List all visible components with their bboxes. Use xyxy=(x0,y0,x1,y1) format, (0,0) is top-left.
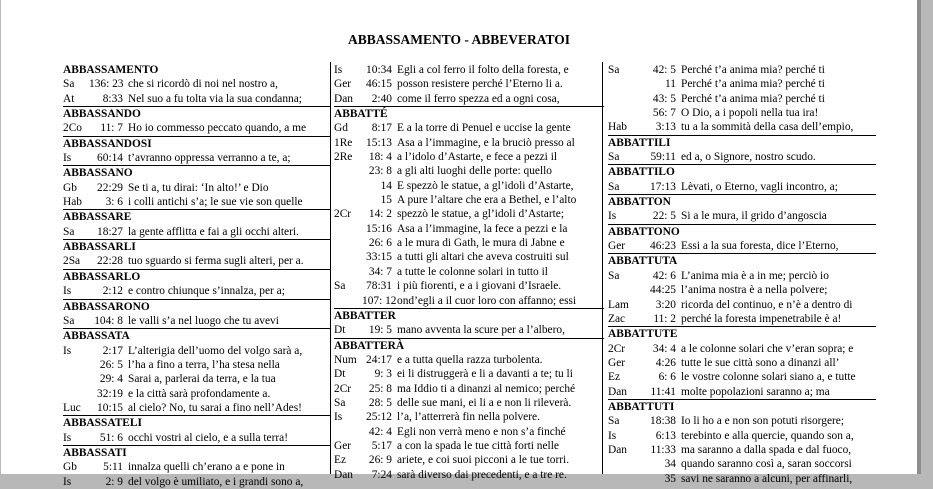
book-abbrev: Dan xyxy=(608,385,627,398)
entry-heading: ABBASSAMENTO xyxy=(63,64,159,76)
book-abbrev: Sa xyxy=(608,269,620,282)
verse-text: i colli antichi s’a; le sue vie son quelle xyxy=(128,196,303,209)
book-abbrev xyxy=(63,372,89,386)
book-abbrev: Is xyxy=(608,429,617,442)
verse-reference: 5:17 xyxy=(371,439,392,452)
verse-reference: 26: 9 xyxy=(368,454,392,467)
verse-reference: 46:23 xyxy=(650,240,676,253)
verse-row xyxy=(608,283,876,297)
book-abbrev: Luc xyxy=(63,401,81,414)
book-abbrev xyxy=(334,250,362,264)
verse-reference: 3: 6 xyxy=(105,196,123,209)
verse-text: L’alterigia dell’uomo del volgo sarà a, xyxy=(128,344,303,357)
verse-reference: 11:33 xyxy=(650,443,676,456)
book-abbrev xyxy=(608,457,636,471)
verse-text: che si ricordò di noi nel nostro a, xyxy=(128,78,278,91)
entry-heading: ABBASSANDOSI xyxy=(63,136,331,151)
verse-row xyxy=(63,475,331,489)
verse-text: ed a, o Signore, nostro scudo. xyxy=(681,151,816,164)
verse-text: L’anima mia è a in me; perciò io xyxy=(681,269,829,282)
concordance-column-1 xyxy=(63,63,331,489)
verse-reference: 22:28 xyxy=(97,255,123,268)
verse-text: le valli s’a nel luogo che tu avevi xyxy=(128,314,279,327)
verse-text: Egli non verrà meno e non s’a finché xyxy=(397,425,566,438)
verse-text: molte popolazioni saranno a; ma xyxy=(681,385,830,398)
verse-text: perché la foresta impenetrabile è a! xyxy=(681,312,842,325)
verse-text: l’ha a fino a terra, l’ha stesa nella xyxy=(128,358,280,371)
verse-text: ariete, e coi suoi picconi a le tue torri. xyxy=(397,454,570,467)
book-abbrev: Ger xyxy=(608,240,626,253)
book-abbrev: 2Co xyxy=(63,122,82,135)
document-page xyxy=(1,0,917,488)
verse-text: Asa a l’immagine, e la bruciò presso al xyxy=(397,136,575,149)
entry-heading: ABBATTONO xyxy=(608,224,876,239)
verse-row xyxy=(608,150,876,164)
verse-text: occhi vostri al cielo, e a sulla terra! xyxy=(128,431,289,444)
verse-text: a tutti gli altari che aveva costruiti sul xyxy=(397,251,569,264)
verse-row xyxy=(608,106,876,120)
verse-reference: 5:11 xyxy=(103,461,123,474)
verse-reference: 18: 4 xyxy=(368,151,392,164)
concordance-column-2 xyxy=(334,63,604,482)
verse-text: i più fiorenti, e a i giovani d’Israele. xyxy=(397,280,562,293)
verse-row xyxy=(334,63,604,77)
verse-row xyxy=(63,372,331,386)
book-abbrev: Sa xyxy=(63,78,75,91)
verse-row xyxy=(334,323,604,337)
verse-text: ricorda del continuo, e n’è a dentro di xyxy=(681,298,853,311)
verse-reference: 18:38 xyxy=(650,415,676,428)
verse-reference: 4:26 xyxy=(655,356,676,369)
verse-reference: 25:12 xyxy=(366,411,392,424)
book-abbrev: Sa xyxy=(608,151,620,164)
verse-row xyxy=(63,344,331,358)
verse-reference: 6: 6 xyxy=(658,371,676,384)
verse-row xyxy=(334,453,604,467)
book-abbrev xyxy=(63,387,89,401)
verse-reference: 3:13 xyxy=(655,121,676,134)
book-abbrev xyxy=(608,92,636,106)
book-abbrev xyxy=(334,425,362,439)
entry-heading: ABBATTUTE xyxy=(608,326,876,341)
verse-row xyxy=(334,77,604,91)
book-abbrev xyxy=(63,358,89,372)
entry-heading: ABBATTILO xyxy=(608,164,876,179)
verse-text: Perché t’a anima mia? perché ti xyxy=(681,78,825,91)
verse-row xyxy=(608,77,876,91)
book-abbrev: Ger xyxy=(334,78,352,91)
verse-text: quando saranno così a, saran soccorsi xyxy=(681,458,852,471)
book-abbrev: Gb xyxy=(63,181,77,194)
book-abbrev: Dan xyxy=(334,92,353,105)
verse-text: delle sue mani, ei li a e non li rileverà. xyxy=(397,396,572,409)
book-abbrev: 2Cr xyxy=(608,342,626,355)
verse-row xyxy=(608,443,876,457)
verse-text: del volgo è umiliato, e i grandi sono a, xyxy=(128,475,304,488)
book-abbrev: Is xyxy=(63,431,72,444)
verse-row xyxy=(608,385,876,399)
entry-heading: ABBASSATA xyxy=(63,328,331,343)
verse-row xyxy=(63,121,331,135)
verse-text: Lèvati, o Eterno, vagli incontro, a; xyxy=(681,180,838,193)
verse-row xyxy=(334,265,604,279)
book-abbrev: Dan xyxy=(334,468,353,481)
verse-text: tutte le sue città sono a dinanzi all’ xyxy=(681,356,840,369)
verse-text: ond’egli a il cuor loro con affanno; essi xyxy=(397,294,577,307)
verse-row xyxy=(334,236,604,250)
verse-row xyxy=(63,92,331,106)
verse-reference: 32:19 xyxy=(97,387,123,400)
verse-reference: 2:40 xyxy=(371,92,392,105)
verse-text: a le mura di Gath, le mura di Jabne e xyxy=(397,237,565,250)
book-abbrev: Sa xyxy=(608,415,620,428)
verse-row xyxy=(608,92,876,106)
verse-row xyxy=(63,460,331,474)
verse-text: A pure l’altare che era a Bethel, e l’alto xyxy=(397,194,577,207)
verse-reference: 42: 5 xyxy=(652,64,676,76)
verse-row xyxy=(334,222,604,236)
entry-heading: ABBASSANDO xyxy=(63,106,331,121)
verse-text: Se ti a, tu dirai: ‘In alto!’ e Dio xyxy=(128,181,269,194)
verse-row xyxy=(608,239,876,253)
book-abbrev: Is xyxy=(63,475,72,488)
book-abbrev: 2Re xyxy=(334,151,353,164)
verse-row xyxy=(608,342,876,356)
verse-reference: 33:15 xyxy=(366,251,392,264)
verse-text: l’a, l’atterrerà fin nella polvere. xyxy=(397,411,540,424)
verse-text: savi ne saranno a alcuni, per affinarli, xyxy=(681,472,853,485)
verse-reference: 22: 5 xyxy=(652,210,676,223)
verse-reference: 60:14 xyxy=(97,152,123,165)
verse-reference: 14: 2 xyxy=(368,208,392,221)
verse-row xyxy=(63,431,331,445)
verse-text: a l’idolo d’Astarte, e fece a pezzi il xyxy=(397,151,558,164)
verse-row xyxy=(63,401,331,415)
verse-reference: 11: 2 xyxy=(653,312,676,325)
verse-text: le vostre colonne solari siano a, e tutte xyxy=(681,371,856,384)
verse-text: terebinto e alla quercie, quando son a, xyxy=(681,429,854,442)
book-abbrev: Sa xyxy=(608,180,620,193)
verse-reference: 107: 12 xyxy=(362,294,397,307)
verse-reference: 10:15 xyxy=(97,401,123,414)
verse-text: innalza quelli ch’erano a e pone in xyxy=(128,461,285,474)
verse-text: e a tutta quella razza turbolenta. xyxy=(397,353,543,366)
verse-reference: 26: 5 xyxy=(99,358,123,371)
verse-text: come il ferro spezza ed a ogni cosa, xyxy=(397,92,560,105)
verse-row xyxy=(334,425,604,439)
verse-text: Perché t’a anima mia? perché ti xyxy=(681,64,825,76)
verse-row xyxy=(334,150,604,164)
verse-reference: 11:41 xyxy=(650,385,676,398)
book-abbrev xyxy=(608,106,636,120)
verse-reference: 15 xyxy=(380,194,392,207)
verse-row xyxy=(334,279,604,293)
entry-heading: ABBASSARLI xyxy=(63,239,331,254)
verse-reference: 44:25 xyxy=(650,284,676,297)
book-abbrev xyxy=(334,265,362,279)
page-shadow xyxy=(917,0,921,474)
book-abbrev xyxy=(334,179,362,193)
verse-row xyxy=(334,207,604,221)
verse-row xyxy=(63,387,331,401)
verse-text: Ho io commesso peccato quando, a me xyxy=(128,122,307,135)
book-abbrev: Sa xyxy=(608,64,620,76)
verse-row xyxy=(63,181,331,195)
verse-row xyxy=(334,92,604,106)
book-abbrev xyxy=(334,193,362,207)
verse-text: ma saranno a dalla spada e dal fuoco, xyxy=(681,443,852,456)
verse-text: Perché t’a anima mia? perché ti xyxy=(681,92,825,105)
verse-reference: 8:33 xyxy=(102,92,123,105)
verse-text: a gli alti luoghi delle porte: quello xyxy=(397,165,553,178)
verse-text: Sarai a, parlerai da terra, e la tua xyxy=(128,373,276,386)
entry-heading: ABBATTILI xyxy=(608,135,876,150)
verse-reference: 2: 9 xyxy=(105,475,123,488)
verse-row xyxy=(334,250,604,264)
verse-text: al cielo? No, tu sarai a fino nell’Ades! xyxy=(128,401,302,414)
verse-reference: 7:24 xyxy=(371,468,392,481)
verse-reference: 43: 5 xyxy=(652,92,676,105)
verse-text: t’avranno oppressa verranno a te, a; xyxy=(128,152,291,165)
verse-reference: 29: 4 xyxy=(99,373,123,386)
verse-reference: 24:17 xyxy=(366,353,392,366)
verse-reference: 34: 4 xyxy=(652,342,676,355)
verse-text: a con la spada le tue città forti nelle xyxy=(397,439,559,452)
verse-reference: 34 xyxy=(664,458,676,471)
book-abbrev: Sa xyxy=(334,280,346,293)
verse-row xyxy=(608,180,876,194)
verse-row xyxy=(608,457,876,471)
book-abbrev: Hab xyxy=(608,121,627,134)
verse-reference: 42: 6 xyxy=(652,269,676,282)
book-abbrev: Is xyxy=(63,285,72,298)
book-abbrev xyxy=(608,283,636,297)
verse-reference: 22:29 xyxy=(97,181,123,194)
verse-reference: 78:31 xyxy=(366,280,392,293)
verse-text: ei li distruggerà e li a davanti a te; tu li xyxy=(397,368,573,381)
verse-row xyxy=(63,254,331,268)
verse-reference: 2:17 xyxy=(102,344,123,357)
verse-text: ma Iddio ti a dinanzi al nemico; perché xyxy=(397,382,576,395)
verse-reference: 56: 7 xyxy=(652,107,676,120)
verse-row xyxy=(334,410,604,424)
book-abbrev: Dt xyxy=(334,368,346,381)
verse-reference: 136: 23 xyxy=(89,78,124,91)
book-abbrev: Gb xyxy=(63,461,77,474)
book-abbrev: Dt xyxy=(334,324,346,337)
page-title: ABBASSAMENTO - ABBEVERATOI xyxy=(347,32,571,47)
book-abbrev: 2Cr xyxy=(334,382,352,395)
verse-row xyxy=(334,193,604,207)
verse-row xyxy=(334,294,604,308)
book-abbrev: Dan xyxy=(608,443,627,456)
verse-reference: 28: 5 xyxy=(368,396,392,409)
book-abbrev: Is xyxy=(63,344,72,357)
entry-heading: ABBATTER xyxy=(334,308,604,323)
verse-reference: 14 xyxy=(380,179,392,192)
verse-reference: 17:13 xyxy=(650,180,676,193)
verse-text: Asa a l’immagine, la fece a pezzi e la xyxy=(397,222,568,235)
entry-heading: ABBATTUTI xyxy=(608,399,876,414)
verse-reference: 15:16 xyxy=(366,222,392,235)
entry-heading: ABBASSATI xyxy=(63,445,331,460)
verse-text: a tutte le colonne solari in tutto il xyxy=(397,265,548,278)
verse-reference: 42: 4 xyxy=(368,425,392,438)
verse-text: Essi a la sua foresta, dice l’Eterno, xyxy=(681,240,839,253)
verse-reference: 59:11 xyxy=(650,151,676,164)
book-abbrev xyxy=(334,294,362,308)
verse-reference: 6:13 xyxy=(655,429,676,442)
book-abbrev: Is xyxy=(608,210,617,223)
verse-row xyxy=(608,209,876,223)
entry-heading: ABBASSATELI xyxy=(63,415,331,430)
verse-reference: 3:20 xyxy=(655,298,676,311)
book-abbrev: Sa xyxy=(63,225,75,238)
verse-text: l’anima nostra è a nella polvere; xyxy=(681,284,828,297)
verse-reference: 11: 7 xyxy=(100,122,123,135)
verse-reference: 104: 8 xyxy=(94,314,123,327)
book-abbrev xyxy=(334,236,362,250)
book-abbrev: Sa xyxy=(334,396,346,409)
book-abbrev: Gd xyxy=(334,122,348,135)
verse-reference: 15:13 xyxy=(366,136,392,149)
verse-row xyxy=(334,396,604,410)
verse-row xyxy=(334,468,604,482)
verse-reference: 19: 5 xyxy=(368,324,392,337)
verse-reference: 18:27 xyxy=(97,225,123,238)
verse-reference: 11 xyxy=(665,78,676,91)
verse-row xyxy=(334,439,604,453)
verse-text: Si a le mura, il grido d’angoscia xyxy=(681,210,827,223)
verse-text: Nel suo a fu tolta via la sua condanna; xyxy=(128,92,302,105)
verse-text: a le colonne solari che v’eran sopra; e xyxy=(681,342,854,355)
verse-row xyxy=(63,225,331,239)
entry-heading: ABBASSARONO xyxy=(63,299,331,314)
verse-row xyxy=(63,358,331,372)
verse-row xyxy=(63,195,331,209)
book-abbrev xyxy=(334,164,362,178)
verse-row xyxy=(608,120,876,134)
book-abbrev xyxy=(608,77,636,91)
entry-heading: ABBASSARLO xyxy=(63,269,331,284)
verse-text: E a la torre di Penuel e uccise la gente xyxy=(397,122,571,135)
verse-text: e contro chiunque s’innalza, per a; xyxy=(128,285,285,298)
book-abbrev: Ger xyxy=(334,439,352,452)
book-abbrev: 2Sa xyxy=(63,255,81,268)
verse-row xyxy=(608,370,876,384)
verse-reference: 34: 7 xyxy=(368,265,392,278)
verse-reference: 23: 8 xyxy=(368,165,392,178)
book-abbrev: Is xyxy=(334,411,343,424)
verse-row xyxy=(334,382,604,396)
verse-text: mano avventa la scure per a l’albero, xyxy=(397,324,565,337)
verse-row xyxy=(608,298,876,312)
verse-text: spezzò le statue, a gl’idoli d’Astarte; xyxy=(397,208,565,221)
verse-reference: 10:34 xyxy=(366,64,392,76)
verse-row xyxy=(334,367,604,381)
book-abbrev: Lam xyxy=(608,298,629,311)
verse-row xyxy=(63,284,331,298)
book-abbrev: Ez xyxy=(608,371,621,384)
verse-row xyxy=(608,356,876,370)
book-abbrev xyxy=(334,222,362,236)
verse-text: O Dio, a i popoli nella tua ira! xyxy=(681,107,819,120)
verse-text: sarà diverso dai precedenti, e a tre re. xyxy=(397,468,567,481)
verse-text: e la città sarà profondamente a. xyxy=(128,387,271,400)
entry-heading: ABBATTERÀ xyxy=(334,338,604,353)
verse-row xyxy=(334,136,604,150)
verse-row xyxy=(608,269,876,283)
book-abbrev: Ger xyxy=(608,356,626,369)
verse-reference: 25: 8 xyxy=(368,382,392,395)
verse-row xyxy=(608,429,876,443)
verse-reference: 26: 6 xyxy=(368,237,392,250)
verse-row xyxy=(63,314,331,328)
entry-heading: ABBATTON xyxy=(608,194,876,209)
verse-row xyxy=(608,414,876,428)
book-abbrev: Is xyxy=(63,152,72,165)
entry-heading: ABBASSARE xyxy=(63,209,331,224)
verse-row xyxy=(63,77,331,91)
book-abbrev: Zac xyxy=(608,312,626,325)
book-abbrev: Hab xyxy=(63,196,82,209)
verse-row xyxy=(608,312,876,326)
book-abbrev: 1Re xyxy=(334,136,353,149)
verse-row xyxy=(334,164,604,178)
verse-text: tu a la sommità della casa dell’empio, xyxy=(681,121,854,134)
verse-row xyxy=(608,63,876,77)
verse-reference: 2:12 xyxy=(102,285,123,298)
book-abbrev: Ez xyxy=(334,454,347,467)
verse-row xyxy=(334,179,604,193)
verse-row xyxy=(608,472,876,486)
verse-row xyxy=(334,353,604,367)
verse-text: posson resistere perché l’Eterno li a. xyxy=(397,78,563,91)
verse-text: E spezzò le statue, a gl’idoli d’Astarte, xyxy=(397,179,574,192)
verse-reference: 8:17 xyxy=(371,122,392,135)
book-abbrev: 2Cr xyxy=(334,208,352,221)
verse-row xyxy=(63,151,331,165)
verse-reference: 35 xyxy=(664,472,676,485)
verse-text: la gente afflitta e fai a gli occhi alteri. xyxy=(128,225,299,238)
entry-heading: ABBATTUTA xyxy=(608,253,876,268)
verse-text: Egli a col ferro il folto della foresta, e xyxy=(397,64,569,76)
verse-reference: 9: 3 xyxy=(374,368,392,381)
book-abbrev: Is xyxy=(334,64,343,76)
verse-reference: 51: 6 xyxy=(99,431,123,444)
book-abbrev: Num xyxy=(334,353,357,366)
concordance-column-3 xyxy=(608,63,876,486)
book-abbrev xyxy=(608,472,636,486)
book-abbrev: Sa xyxy=(63,314,75,327)
book-abbrev: At xyxy=(63,92,75,105)
entry-heading: ABBATTÉ xyxy=(334,106,604,121)
verse-reference: 46:15 xyxy=(366,78,392,91)
verse-text: Io li ho a e non son potuti risorgere; xyxy=(681,415,845,428)
verse-row xyxy=(334,121,604,135)
verse-text: tuo sguardo si ferma sugli alteri, per a. xyxy=(128,255,304,268)
entry-heading: ABBASSANO xyxy=(63,165,331,180)
